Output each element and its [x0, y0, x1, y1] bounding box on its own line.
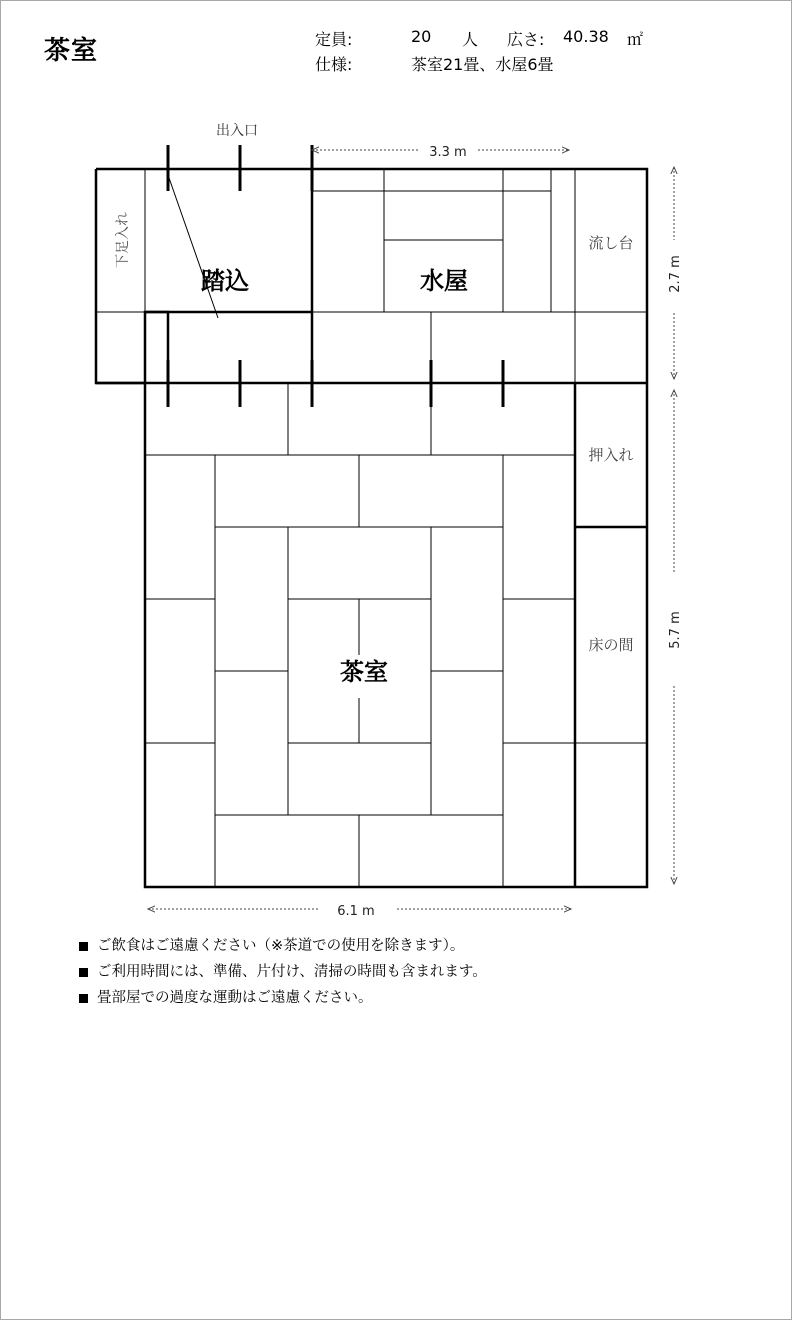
note-text: 畳部屋での過度な運動はご遠慮ください。: [97, 990, 373, 1006]
room-mizuya: 水屋: [420, 267, 468, 295]
note-text: ご利用時間には、準備、片付け、清掃の時間も含まれます。: [97, 964, 487, 980]
note-text: ご飲食はご遠慮ください（※茶道での使用を除きます）。: [97, 938, 465, 954]
note-item: [79, 959, 487, 985]
dim-right-upper: 2.7 m: [668, 255, 683, 293]
dim-bottom-width: 6.1 m: [337, 904, 375, 919]
spec-value: 茶室21畳、水屋6畳: [411, 55, 554, 74]
spec-label: 仕様:: [315, 55, 353, 74]
notes-list: [79, 933, 487, 1011]
capacity-label: 定員:: [315, 30, 353, 49]
page-title: 茶室: [44, 36, 99, 66]
shoe-storage-label: 下足入れ: [115, 212, 131, 268]
area-value: 40.38: [563, 27, 609, 46]
outer-walls: [96, 169, 647, 887]
dim-top-width: 3.3 m: [429, 145, 467, 160]
dimension-lines: [148, 150, 674, 909]
entrance-label: 出入口: [216, 123, 258, 139]
sink-label: 流し台: [588, 234, 634, 252]
area-label: 広さ:: [507, 30, 545, 49]
capacity-value: 20: [411, 27, 432, 46]
tatami-lines: [96, 169, 647, 887]
bullet-square-icon: [79, 968, 88, 977]
room-fumikomi: 踏込: [201, 267, 249, 295]
capacity-unit: 人: [462, 30, 479, 49]
bullet-square-icon: [79, 942, 88, 951]
note-item: [79, 933, 487, 959]
closet-label: 押入れ: [588, 446, 634, 464]
door-swing: [168, 175, 218, 318]
note-item: [79, 985, 487, 1011]
room-chashitsu: 茶室: [340, 658, 388, 686]
bullet-square-icon: [79, 994, 88, 1003]
tokonoma-label: 床の間: [588, 636, 634, 654]
area-unit: ㎡: [627, 30, 644, 49]
dim-right-lower: 5.7 m: [668, 611, 683, 649]
